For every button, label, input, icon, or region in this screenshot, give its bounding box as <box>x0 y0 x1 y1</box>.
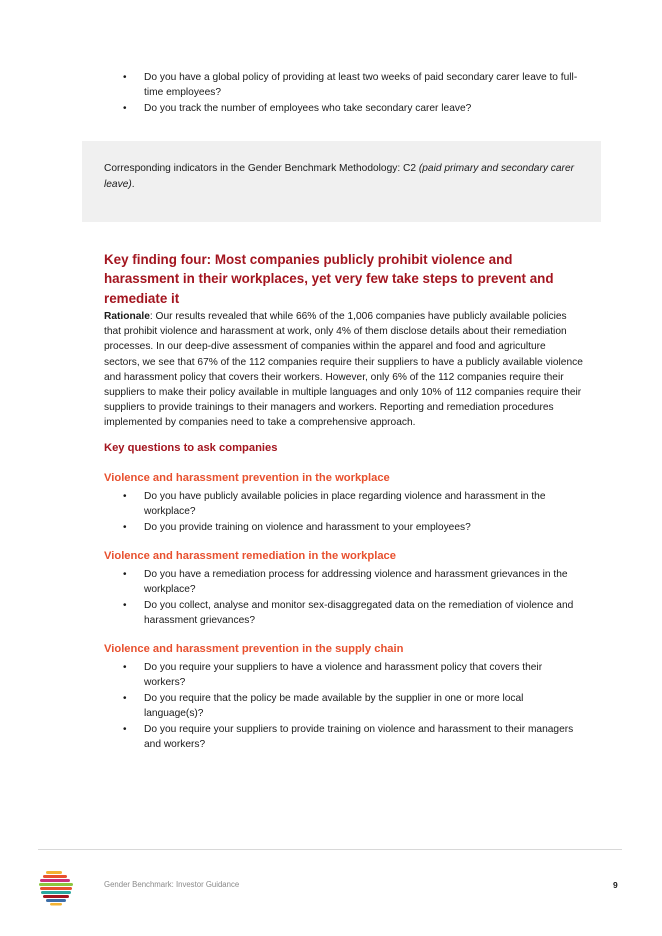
callout-body: Corresponding indicators in the Gender Benchmark Methodology: C2 <box>104 163 419 174</box>
list-item: • Do you require your suppliers to have a violence and harassment policy that covers their workers? <box>104 660 584 690</box>
list-item: • Do you have a global policy of providing at least two weeks of paid secondary carer leave to full-time employees? <box>104 70 584 100</box>
workplace-prevention-list <box>104 489 584 536</box>
section-heading-supply-chain-prevention: Violence and harassment prevention in the supply chain <box>104 643 404 655</box>
callout-text <box>104 161 574 193</box>
indicators-callout-box <box>82 141 601 222</box>
section-heading-workplace-prevention: Violence and harassment prevention in the workplace <box>104 472 390 484</box>
page-number: 9 <box>613 880 618 890</box>
list-item: • Do you provide training on violence and harassment to your employees? <box>104 520 584 535</box>
list-item: • Do you have publicly available policies in place regarding violence and harassment in the workplace? <box>104 489 584 519</box>
list-item: • Do you require your suppliers to provide training on violence and harassment to their managers and workers? <box>104 722 584 752</box>
footer-document-title: Gender Benchmark: Investor Guidance <box>104 880 240 889</box>
footer-divider <box>38 849 622 850</box>
list-item: • Do you require that the policy be made available by the supplier in one or more local language(s)? <box>104 691 584 721</box>
supply-chain-prevention-list <box>104 660 584 753</box>
workplace-remediation-list <box>104 567 584 629</box>
list-item: • Do you collect, analyse and monitor sex-disaggregated data on the remediation of violence and harassment grievances? <box>104 598 584 628</box>
key-finding-heading: Key finding four: Most companies publicly prohibit violence and harassment in their workplaces, yet very few take steps to prevent and remediate it <box>104 252 554 306</box>
callout-italic: (paid primary and secondary carer leave) <box>104 163 575 190</box>
rationale-label: Rationale <box>104 311 150 322</box>
rationale-text: : Our results revealed that while 66% of the 1,006 companies have publicly available policies that prohibit violence and harassment at work, only 4% of them disclose details about their remediation processes. In our deep-dive assessment of companies within the apparel and food and agriculture sectors, we see that 67% of the 112 companies require their suppliers to have a publicly available violence and harassment policy that covers their workers. However, only 6% of the 112 companies require their suppliers to make their policy available in multiple languages and only 10% of 112 companies require their suppliers to provide trainings to their managers and workers. Reporting and remediation procedures implemented by companies need to take a comprehensive approach. <box>104 311 583 429</box>
section-heading-workplace-remediation: Violence and harassment remediation in the workplace <box>104 550 397 562</box>
callout-end: . <box>131 179 135 190</box>
carer-leave-questions-list <box>104 70 584 117</box>
rationale-paragraph <box>104 309 584 431</box>
benchmark-logo-icon <box>38 869 76 907</box>
list-item: • Do you track the number of employees who take secondary carer leave? <box>104 101 584 116</box>
list-item: • Do you have a remediation process for addressing violence and harassment grievances in the workplace? <box>104 567 584 597</box>
key-questions-heading: Key questions to ask companies <box>104 442 278 454</box>
